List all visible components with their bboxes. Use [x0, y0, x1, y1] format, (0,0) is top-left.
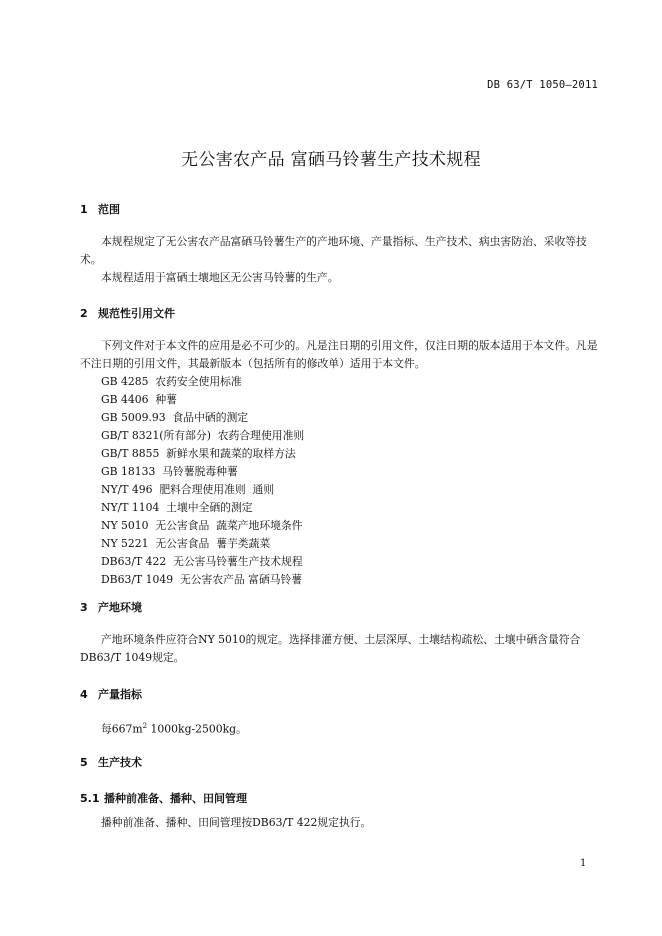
section-3-heading — [80, 599, 142, 615]
reference-item: GB 5009.93 食品中硒的测定 — [101, 411, 249, 424]
page-number: 1 — [580, 858, 587, 869]
section-number: 2 — [80, 307, 88, 320]
section-title: 产地环境 — [98, 601, 142, 614]
reference-item: NY 5221 无公害食品 薯芋类蔬菜 — [101, 537, 271, 550]
section-number: 5 — [80, 756, 88, 769]
section-title: 产量指标 — [98, 688, 142, 701]
standard-code: DB 63/T 1050—2011 — [487, 79, 598, 91]
reference-item: DB63/T 422 无公害马铃薯生产技术规程 — [101, 555, 303, 568]
section-2-paragraph-1: 下列文件对于本文件的应用是必不可少的。凡是注日期的引用文件，仅注日期的版本适用于本文件。凡是不注日期的引用文件，其最新版本（包括所有的修改单）适用于本文件。 — [80, 339, 598, 370]
reference-item: NY/T 1104 土壤中全硒的测定 — [101, 501, 253, 514]
reference-item: GB/T 8855 新鲜水果和蔬菜的取样方法 — [101, 447, 296, 460]
reference-item: NY/T 496 肥料合理使用准则 通则 — [101, 483, 275, 496]
subsection-title: 播种前准备、播种、田间管理 — [104, 792, 247, 805]
reference-item: GB 18133 马铃薯脱毒种薯 — [101, 465, 238, 478]
section-3-paragraph-1: 产地环境条件应符合NY 5010的规定。选择排灌方便、土层深厚、土壤结构疏松、土壤中硒含量符合DB63/T 1049规定。 — [80, 633, 581, 664]
section-title: 规范性引用文件 — [98, 307, 175, 320]
section-5-heading — [80, 754, 142, 770]
section-number: 4 — [80, 688, 88, 701]
yield-text-prefix: 每667m — [101, 722, 143, 736]
subsection-5-1-heading — [80, 790, 247, 806]
subsection-5-1-paragraph-1: 播种前准备、播种、田间管理按DB63/T 422规定执行。 — [101, 816, 372, 829]
document-title: 无公害农产品 富硒马铃薯生产技术规程 — [181, 150, 481, 170]
reference-item: GB/T 8321(所有部分) 农药合理使用准则 — [101, 429, 305, 442]
section-number: 1 — [80, 203, 88, 216]
reference-item: GB 4406 种薯 — [101, 393, 177, 406]
section-4-paragraph-1 — [80, 717, 602, 739]
section-title: 生产技术 — [98, 756, 142, 769]
section-1-paragraph-1: 本规程规定了无公害农产品富硒马铃薯生产的产地环境、产量指标、生产技术、病虫害防治、采收等技术。 — [80, 235, 587, 266]
yield-text-value: 1000kg-2500kg。 — [147, 722, 247, 736]
reference-item: DB63/T 1049 无公害农产品 富硒马铃薯 — [101, 573, 303, 586]
section-2-heading — [80, 305, 175, 321]
reference-item: NY 5010 无公害食品 蔬菜产地环境条件 — [101, 519, 303, 532]
reference-item: GB 4285 农药安全使用标准 — [101, 375, 242, 388]
subsection-number: 5.1 — [80, 792, 100, 805]
section-4-heading — [80, 686, 142, 702]
section-number: 3 — [80, 601, 88, 614]
section-1-heading — [80, 201, 120, 217]
area-unit-superscript: 2 — [142, 722, 148, 730]
section-title: 范围 — [98, 203, 120, 216]
section-1-paragraph-2: 本规程适用于富硒土壤地区无公害马铃薯的生产。 — [101, 271, 339, 284]
